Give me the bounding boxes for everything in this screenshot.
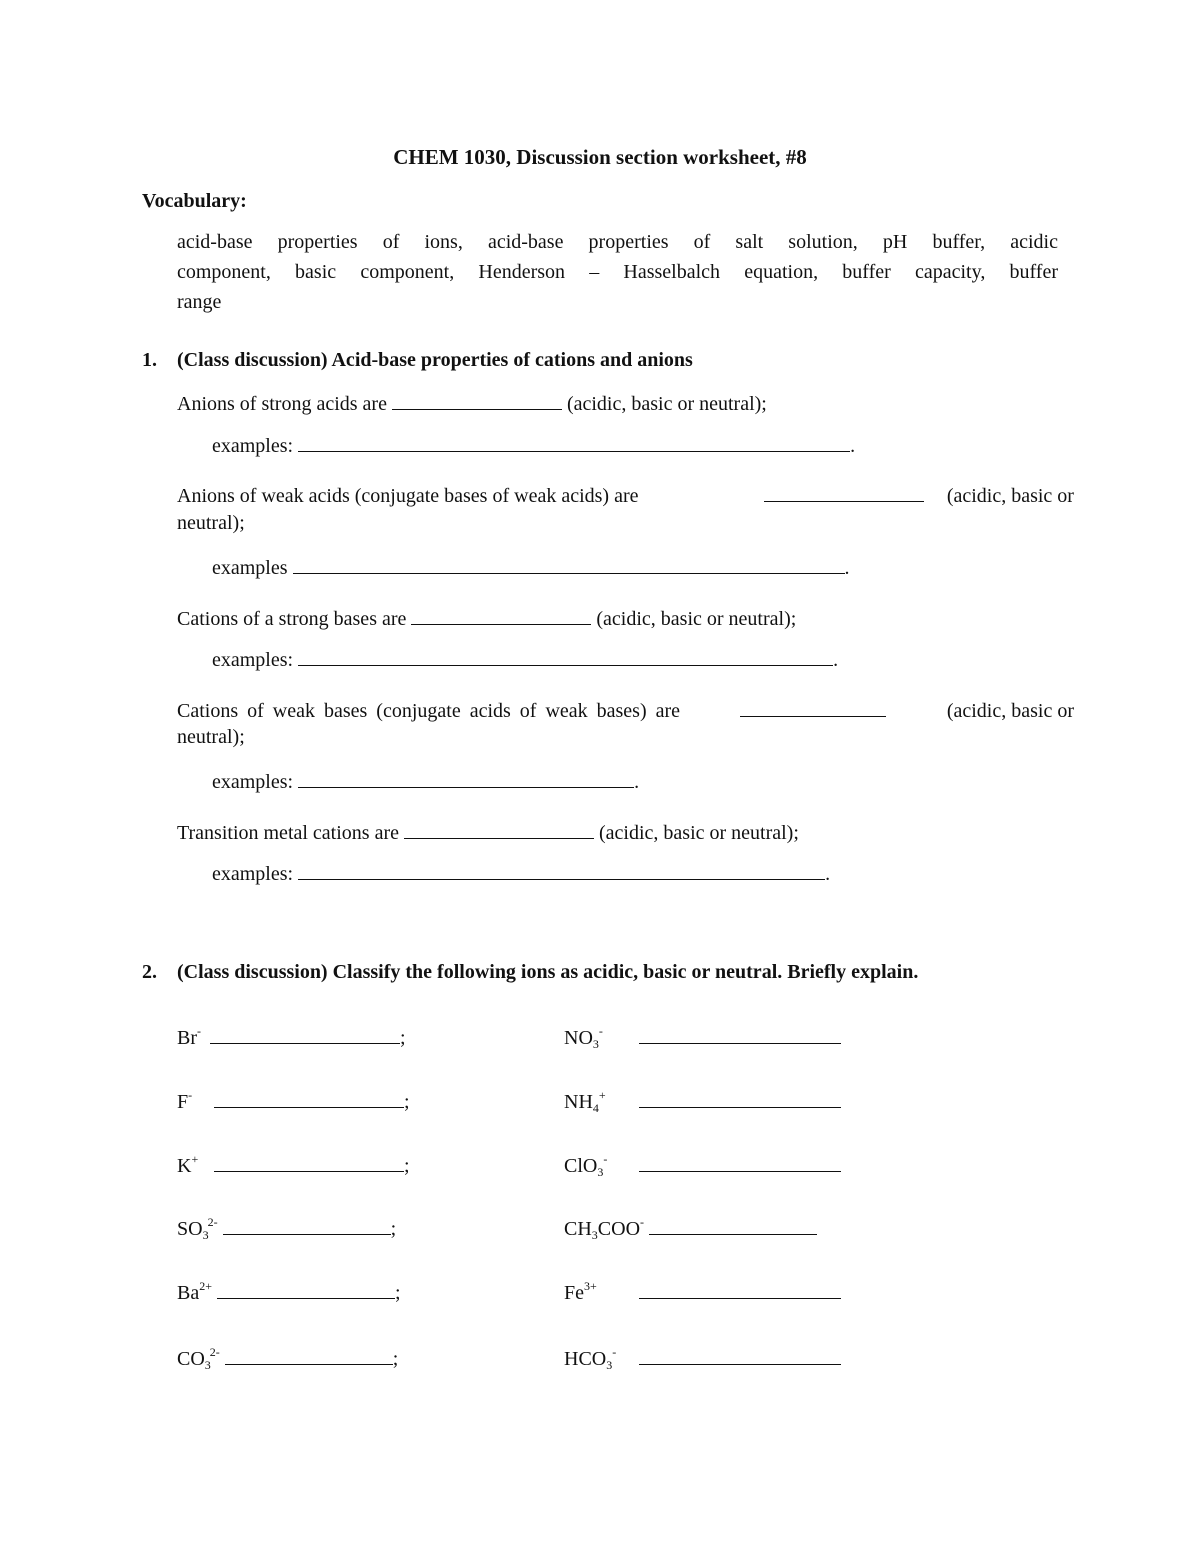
separator: ; (400, 1027, 406, 1049)
examples-blank[interactable] (298, 433, 850, 452)
examples-label: examples (212, 557, 288, 579)
answer-blank[interactable] (740, 698, 886, 717)
answer-blank[interactable] (210, 1025, 400, 1044)
examples-label: examples: (212, 435, 294, 457)
q1-item-4-examples: examples: . (212, 771, 640, 793)
q1-item-1-examples: examples: . (212, 435, 856, 457)
ion-row (177, 1153, 410, 1176)
answer-blank[interactable] (214, 1089, 404, 1108)
vocabulary-line-3: range (177, 291, 222, 313)
answer-blank[interactable] (639, 1153, 841, 1172)
answer-blank[interactable] (404, 820, 594, 839)
ion-row (177, 1280, 401, 1303)
vocabulary-heading: Vocabulary: (142, 190, 247, 212)
separator: ; (404, 1091, 410, 1113)
q1-item-5-options: (acidic, basic or neutral); (599, 822, 799, 844)
ion-row (564, 1088, 841, 1115)
examples-label: examples: (212, 649, 294, 671)
q1-item-3-examples: examples: . (212, 649, 839, 671)
ion-label: $Ba^{2+}$ (177, 1279, 212, 1304)
ion-label: K+ (177, 1152, 199, 1177)
separator: ; (395, 1282, 401, 1304)
ion-row (177, 1025, 406, 1048)
ion-row (177, 1089, 410, 1112)
q1-item-2-options: (acidic, basic or (946, 485, 1074, 507)
q1-item-5-text: Transition metal cations are (177, 822, 399, 844)
ion-row (564, 1345, 841, 1372)
ion-label: $SO_3^{2-}$ (177, 1215, 218, 1242)
answer-blank[interactable] (392, 391, 562, 410)
q1-item-2-cont: neutral); (177, 512, 245, 534)
answer-blank[interactable] (214, 1153, 404, 1172)
ion-label: $HCO_3^-$ (564, 1345, 617, 1372)
answer-blank[interactable] (639, 1280, 841, 1299)
examples-blank[interactable] (298, 861, 825, 880)
q1-item-1-text: Anions of strong acids are (177, 393, 387, 415)
answer-blank[interactable] (639, 1346, 841, 1365)
answer-blank[interactable] (223, 1216, 391, 1235)
q1-item-4-cont: neutral); (177, 726, 245, 748)
ion-row (177, 1215, 397, 1242)
q1-number: 1. (142, 349, 157, 371)
q1-heading: (Class discussion) Acid-base properties of cations and anions (177, 349, 693, 371)
ion-label: F- (177, 1088, 193, 1113)
ion-label: $Fe^{3+}$ (564, 1279, 597, 1304)
q1-item-2-examples: examples . (212, 557, 850, 579)
examples-blank[interactable] (298, 647, 833, 666)
answer-blank[interactable] (764, 483, 924, 502)
q1-item-3-options: (acidic, basic or neutral); (596, 608, 797, 630)
page-title: CHEM 1030, Discussion section worksheet, #8 (393, 145, 807, 169)
q1-item-4-options: (acidic, basic or (946, 700, 1074, 722)
answer-blank[interactable] (639, 1025, 841, 1044)
ion-label: Br- (177, 1024, 201, 1049)
answer-blank[interactable] (217, 1280, 395, 1299)
ion-row (564, 1152, 841, 1179)
q1-item-2 (177, 483, 1074, 506)
examples-label: examples: (212, 771, 294, 793)
q1-item-4-text: Cations of weak bases (conjugate acids of weak bases) are (177, 700, 681, 722)
answer-blank[interactable] (639, 1089, 841, 1108)
separator: ; (404, 1155, 410, 1177)
ion-label: $CO_3^{2-}$ (177, 1345, 220, 1372)
answer-blank[interactable] (225, 1346, 393, 1365)
ion-label: $NH_4^+$ (564, 1088, 606, 1115)
ion-label: $NO_3^-$ (564, 1024, 603, 1051)
q2-heading: (Class discussion) Classify the following ions as acidic, basic or neutral. Briefly explain. (177, 961, 919, 983)
q1-item-1-options: (acidic, basic or neutral); (566, 393, 767, 415)
examples-blank[interactable] (293, 555, 845, 574)
ion-row (564, 1215, 817, 1242)
ion-row (177, 1345, 399, 1372)
q2-number: 2. (142, 961, 157, 983)
q1-item-4 (177, 698, 1074, 721)
q1-item-3 (177, 606, 796, 629)
examples-blank[interactable] (298, 769, 634, 788)
q1-item-5-examples: examples: . (212, 863, 831, 885)
ion-row (564, 1024, 841, 1051)
q1-item-2-text (177, 486, 742, 506)
answer-blank[interactable] (411, 606, 591, 625)
answer-blank[interactable] (649, 1216, 817, 1235)
ion-label: ClO$_3$- (564, 1152, 608, 1179)
q1-item-5 (177, 820, 799, 843)
vocabulary-line-2: component, basic component, Henderson – Hasselbalch equation, buffer capacity, buffer (177, 261, 1058, 283)
separator: ; (392, 1348, 399, 1370)
q1-item-2-prompt: Anions of weak acids (conjugate bases of weak acids) are (177, 485, 639, 507)
vocabulary-line-1: acid-base properties of ions, acid-base properties of salt solution, pH buffer, acidic (177, 231, 1058, 253)
separator: ; (390, 1218, 397, 1240)
q1-item-3-text: Cations of a strong bases are (177, 608, 407, 630)
q1-item-1 (177, 391, 767, 414)
examples-label: examples: (212, 863, 294, 885)
ion-row (564, 1280, 841, 1303)
ion-label: $CH_3COO^-$ (564, 1215, 645, 1242)
